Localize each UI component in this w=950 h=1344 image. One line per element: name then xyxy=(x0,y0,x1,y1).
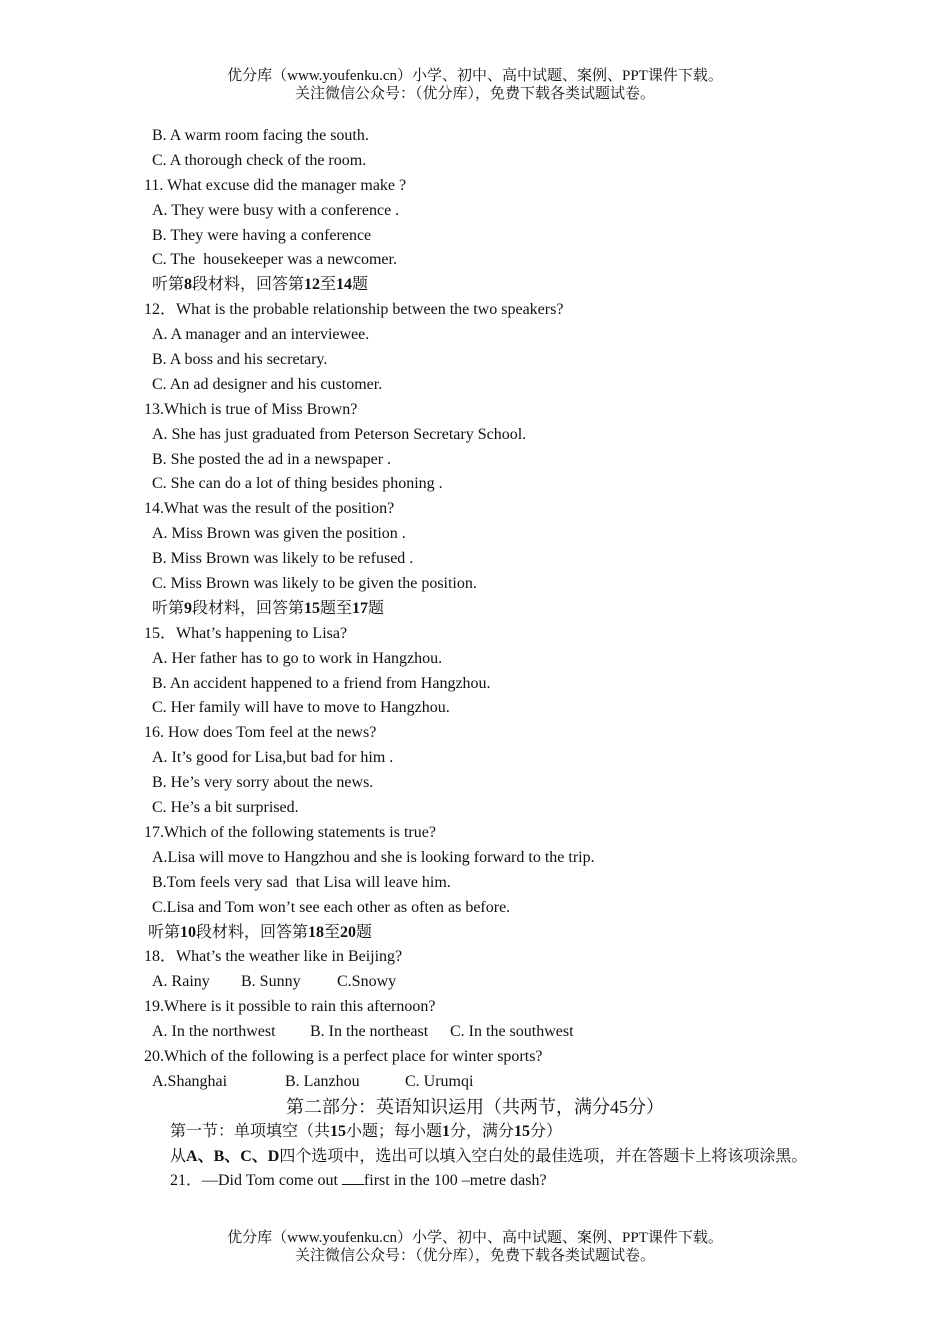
q18-option-c: C.Snowy xyxy=(337,973,397,991)
q20-option-c: C. Urumqi xyxy=(405,1072,474,1090)
exam-body xyxy=(144,124,814,1194)
q17-stem: 17.Which of the following statements is true? xyxy=(144,823,436,841)
q13-stem: 13.Which is true of Miss Brown? xyxy=(144,400,358,418)
q18-options xyxy=(144,970,814,995)
q18-option-b: B. Sunny xyxy=(241,973,301,991)
q10-option-c: C. A thorough check of the room. xyxy=(152,151,367,169)
q19-option-a: A. In the northwest xyxy=(152,1023,276,1041)
part-2-title: 第二部分：英语知识运用（共两节，满分45分） xyxy=(286,1096,664,1117)
q16-option-a: A. It’s good for Lisa,but bad for him . xyxy=(152,749,394,767)
q17-option-b: B.Tom feels very sad that Lisa will leave him. xyxy=(152,873,451,891)
footer-line-2: 关注微信公众号：（优分库），免费下载各类试题试卷。 xyxy=(294,1248,655,1264)
q17-option-c: C.Lisa and Tom won’t see each other as often as before. xyxy=(152,898,511,916)
q11-stem: 11. What excuse did the manager make ? xyxy=(144,176,407,194)
q19-options xyxy=(144,1020,814,1045)
q11-option-a: A. They were busy with a conference . xyxy=(152,201,400,219)
q14-option-a: A. Miss Brown was given the position . xyxy=(152,525,406,543)
q13-option-a: A. She has just graduated from Peterson Secretary School. xyxy=(152,425,527,443)
section-8-instruction: 听第8段材料，回答第12至14题 xyxy=(152,276,369,294)
q15-stem: 15．What’s happening to Lisa? xyxy=(144,624,348,642)
footer-line-1: 优分库（www.youfenku.cn）小学、初中、高中试题、案例、PPT课件下载。 xyxy=(227,1230,723,1246)
header-line-2: 关注微信公众号：（优分库），免费下载各类试题试卷。 xyxy=(294,86,655,102)
section-10-instruction: 听第10段材料，回答第18至20题 xyxy=(148,923,373,941)
page-footer xyxy=(0,1229,950,1265)
q20-option-b: B. Lanzhou xyxy=(285,1072,360,1090)
q19-option-c: C. In the southwest xyxy=(450,1023,574,1041)
part-2-section-1-heading: 第一节：单项填空（共15小题；每小题1分，满分15分） xyxy=(170,1122,563,1140)
q12-option-a: A. A manager and an interviewee. xyxy=(152,326,370,344)
q13-option-c: C. She can do a lot of thing besides phoning . xyxy=(152,475,443,493)
q19-option-b: B. In the northeast xyxy=(310,1023,429,1041)
q16-stem: 16. How does Tom feel at the news? xyxy=(144,724,377,742)
q15-option-c: C. Her family will have to move to Hangzhou. xyxy=(152,699,450,717)
q18-option-a: A. Rainy xyxy=(152,973,210,991)
q19-stem: 19.Where is it possible to rain this afternoon? xyxy=(144,998,436,1016)
q20-options xyxy=(144,1070,814,1095)
q13-option-b: B. She posted the ad in a newspaper . xyxy=(152,450,392,468)
q21-stem: 21．—Did Tom come out first in the 100 –metre dash? xyxy=(170,1172,547,1190)
page-header xyxy=(0,67,950,103)
q14-option-c: C. Miss Brown was likely to be given the position. xyxy=(152,575,477,593)
q14-option-b: B. Miss Brown was likely to be refused . xyxy=(152,550,414,568)
q15-option-a: A. Her father has to go to work in Hangzhou. xyxy=(152,649,443,667)
header-line-1: 优分库（www.youfenku.cn）小学、初中、高中试题、案例、PPT课件下载。 xyxy=(227,68,723,84)
q20-stem: 20.Which of the following is a perfect place for winter sports? xyxy=(144,1047,543,1065)
q20-option-a: A.Shanghai xyxy=(152,1072,228,1090)
q11-option-c: C. The housekeeper was a newcomer. xyxy=(152,251,397,269)
q12-option-c: C. An ad designer and his customer. xyxy=(152,375,383,393)
q15-option-b: B. An accident happened to a friend from Hangzhou. xyxy=(152,674,491,692)
q16-option-c: C. He’s a bit surprised. xyxy=(152,799,299,817)
answer-blank xyxy=(342,1170,364,1185)
q16-option-b: B. He’s very sorry about the news. xyxy=(152,774,374,792)
q12-stem: 12．What is the probable relationship between the two speakers? xyxy=(144,301,564,319)
section-9-instruction: 听第9段材料，回答第15题至17题 xyxy=(152,599,385,617)
q14-stem: 14.What was the result of the position? xyxy=(144,500,395,518)
q11-option-b: B. They were having a conference xyxy=(152,226,372,244)
part-2-instructions: 从A、B、C、D四个选项中，选出可以填入空白处的最佳选项，并在答题卡上将该项涂黑。 xyxy=(170,1147,808,1165)
q12-option-b: B. A boss and his secretary. xyxy=(152,351,328,369)
q10-option-b: B. A warm room facing the south. xyxy=(152,127,369,144)
q17-option-a: A.Lisa will move to Hangzhou and she is looking forward to the trip. xyxy=(152,848,595,866)
q18-stem: 18．What’s the weather like in Beijing? xyxy=(144,948,403,966)
